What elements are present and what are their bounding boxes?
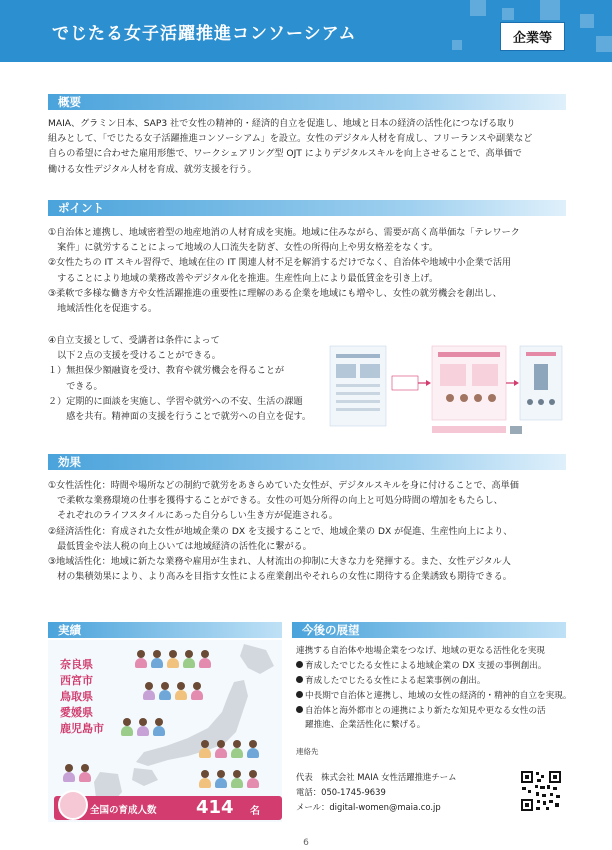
text-line: 地域活性化を促進する。 [48, 304, 158, 315]
text-line: 組みとして、「でじたる女子活躍推進コンソーシアム」を設立。女性のデジタル人材を育成し、フリーランスや副業など [48, 134, 533, 145]
person-icon [150, 650, 164, 668]
section-header-future [292, 622, 566, 638]
text-line: 最低賃金や法人税の向上ひいては地域経済の活性化に繋がる。 [48, 541, 312, 552]
person-icon [78, 764, 92, 782]
total-number: 414 [196, 797, 234, 818]
person-icon [158, 682, 172, 700]
text-line: 働ける女性デジタル人材を育成、就労支援を行う。 [48, 164, 257, 175]
person-icon [198, 770, 212, 788]
category-badge: 企業等 [500, 22, 565, 51]
person-icon [174, 682, 188, 700]
points-text [48, 226, 570, 317]
text-line: ③柔軟で多様な働き方や女性活躍推進の重要性に理解のある企業を地域にも増やし、女性の就労機会を創出し、 [48, 288, 502, 299]
text-line: 自らの希望に合わせた雇用形態で、ワークシェアリング型 OJT によりデジタルスキルを向上させることで、高単価で [48, 149, 522, 160]
person-icon [198, 650, 212, 668]
person-icon [120, 718, 134, 736]
text-line: １）無担保少額融資を受け、教育や就労機会を得ることが [48, 366, 285, 377]
section-title: ポイント [58, 201, 104, 215]
text-line: 案件」に就労することによって地域の人口流失を防ぎ、女性の所得向上や男女格差をなくす。 [48, 243, 438, 254]
section-header-overview [48, 94, 566, 110]
effects-text [48, 479, 570, 585]
section-header-points [48, 200, 566, 216]
overview-text [48, 117, 570, 178]
text-line: することにより地域の業務改善やデジタル化を推進。生産性向上により最低賃金を引き上げ。 [48, 273, 439, 284]
bullet-text: 中長期で自治体と連携し、地域の女性の経済的・精神的自立を実現。 [305, 691, 572, 701]
bullet-text: 自治体と海外都市との連携により新たな知見や更なる女性の活 [305, 706, 546, 716]
program-diagram [328, 340, 564, 440]
future-bullet [296, 659, 572, 673]
page-title: でじたる女子活躍推進コンソーシアム [52, 24, 357, 44]
text-line: 材の集積効果により、より高みを目指す女性による産業創出やそれらの女性に期待する企業誘致も期待できる。 [48, 572, 512, 583]
total-unit: 名 [250, 806, 260, 817]
page-number: 6 [303, 838, 309, 848]
section-header-effects [48, 454, 566, 470]
section-title: 実績 [58, 623, 81, 637]
text-line: できる。 [48, 381, 103, 392]
bullet-icon [296, 676, 303, 683]
text-line: ①自治体と連携し、地域密着型の地産地消の人材育成を実施。地域に住みながら、需要が高く高単価な「テレワーク [48, 228, 520, 238]
future-bullet [296, 689, 572, 703]
person-icon [182, 650, 196, 668]
prefecture-label: 鳥取県 [60, 690, 93, 703]
text-line: それぞれのライフスタイルにあった自分らしい生き方が促進される。 [48, 511, 338, 522]
text-line: ④自立支援として、受講者は条件によって [48, 336, 220, 346]
text-line: 感を共有。精神面の支援を行うことで就労への自立を促す。 [48, 412, 311, 423]
bullet-icon [296, 691, 303, 698]
text-line: ②経済活性化：育成された女性が地域企業の DX を支援することで、地域企業の DX が促進、生産性向上により、 [48, 526, 513, 537]
text-line: ③地域活性化：地域に新たな業務や雇用が生まれ、人材流出の抑制に大きな力を発揮する。また、女性デジタル人 [48, 557, 511, 568]
contact-rep: 代表 株式会社 MAIA 女性活躍推進チーム [296, 772, 457, 782]
prefecture-label: 西宮市 [60, 674, 93, 687]
prefecture-label: 愛媛県 [60, 706, 93, 719]
person-icon [142, 682, 156, 700]
text-line: ①女性活性化：時間や場所などの制約で就労をあきらめていた女性が、デジタルスキルを身に付けることで、高単価 [48, 481, 519, 491]
contact-email[interactable]: メール：digital-women@maia.co.jp [296, 802, 441, 812]
text-line: ２）定期的に面談を実施し、学習や就労への不安、生活の課題 [48, 396, 303, 407]
person-icon [214, 740, 228, 758]
total-trainees-box [54, 796, 282, 820]
section-title: 効果 [58, 455, 81, 469]
person-icon [190, 682, 204, 700]
text-line: MAIA、グラミン日本、SAP3 社で女性の精神的・経済的自立を促進し、地域と日本の経済の活性化につなげる取り [48, 119, 516, 129]
future-bullet [296, 704, 572, 718]
section-title: 今後の展望 [302, 623, 360, 637]
text-line: 以下２点の支援を受けることができる。 [48, 351, 221, 362]
total-label: 全国の育成人数 [90, 805, 157, 816]
bullet-text: 育成したでじたる女性による起業事例の創出。 [305, 676, 486, 686]
person-icon [230, 740, 244, 758]
bullet-icon [296, 661, 303, 668]
future-bullet [296, 674, 572, 688]
bullet-text: 育成したでじたる女性による地域企業の DX 支援の事例創出。 [305, 661, 547, 671]
prefecture-label: 鹿児島市 [60, 722, 104, 735]
qr-code-icon[interactable] [520, 770, 562, 812]
person-icon [214, 770, 228, 788]
future-intro: 連携する自治体や地場企業をつなげ、地域の更なる活性化を実現 [296, 646, 545, 656]
prefecture-label: 奈良県 [60, 658, 93, 671]
laptop-woman-icon [58, 790, 88, 820]
person-icon [134, 650, 148, 668]
person-icon [246, 770, 260, 788]
bullet-icon [296, 706, 303, 713]
person-icon [198, 740, 212, 758]
contact-label: 連絡先 [296, 747, 319, 756]
person-icon [62, 764, 76, 782]
text-line: で柔軟な業務環境の仕事を獲得することができる。女性の可処分所得の向上と可処分時間の増加をもたらし、 [48, 496, 503, 507]
future-bullet-continued: 躍推進、企業活性化に繋げる。 [305, 720, 426, 730]
section-title: 概要 [58, 95, 81, 109]
points-support-text [48, 334, 323, 425]
person-icon [136, 718, 150, 736]
person-icon [246, 740, 260, 758]
section-header-results [48, 622, 282, 638]
contact-phone: 電話：050-1745-9639 [296, 787, 386, 797]
text-line: ②女性たちの IT スキル習得で、地域在住の IT 関連人材不足を解消するだけでなく、自治体や地域中小企業で活用 [48, 258, 512, 269]
person-icon [166, 650, 180, 668]
person-icon [152, 718, 166, 736]
person-icon [230, 770, 244, 788]
page-header [0, 0, 612, 62]
